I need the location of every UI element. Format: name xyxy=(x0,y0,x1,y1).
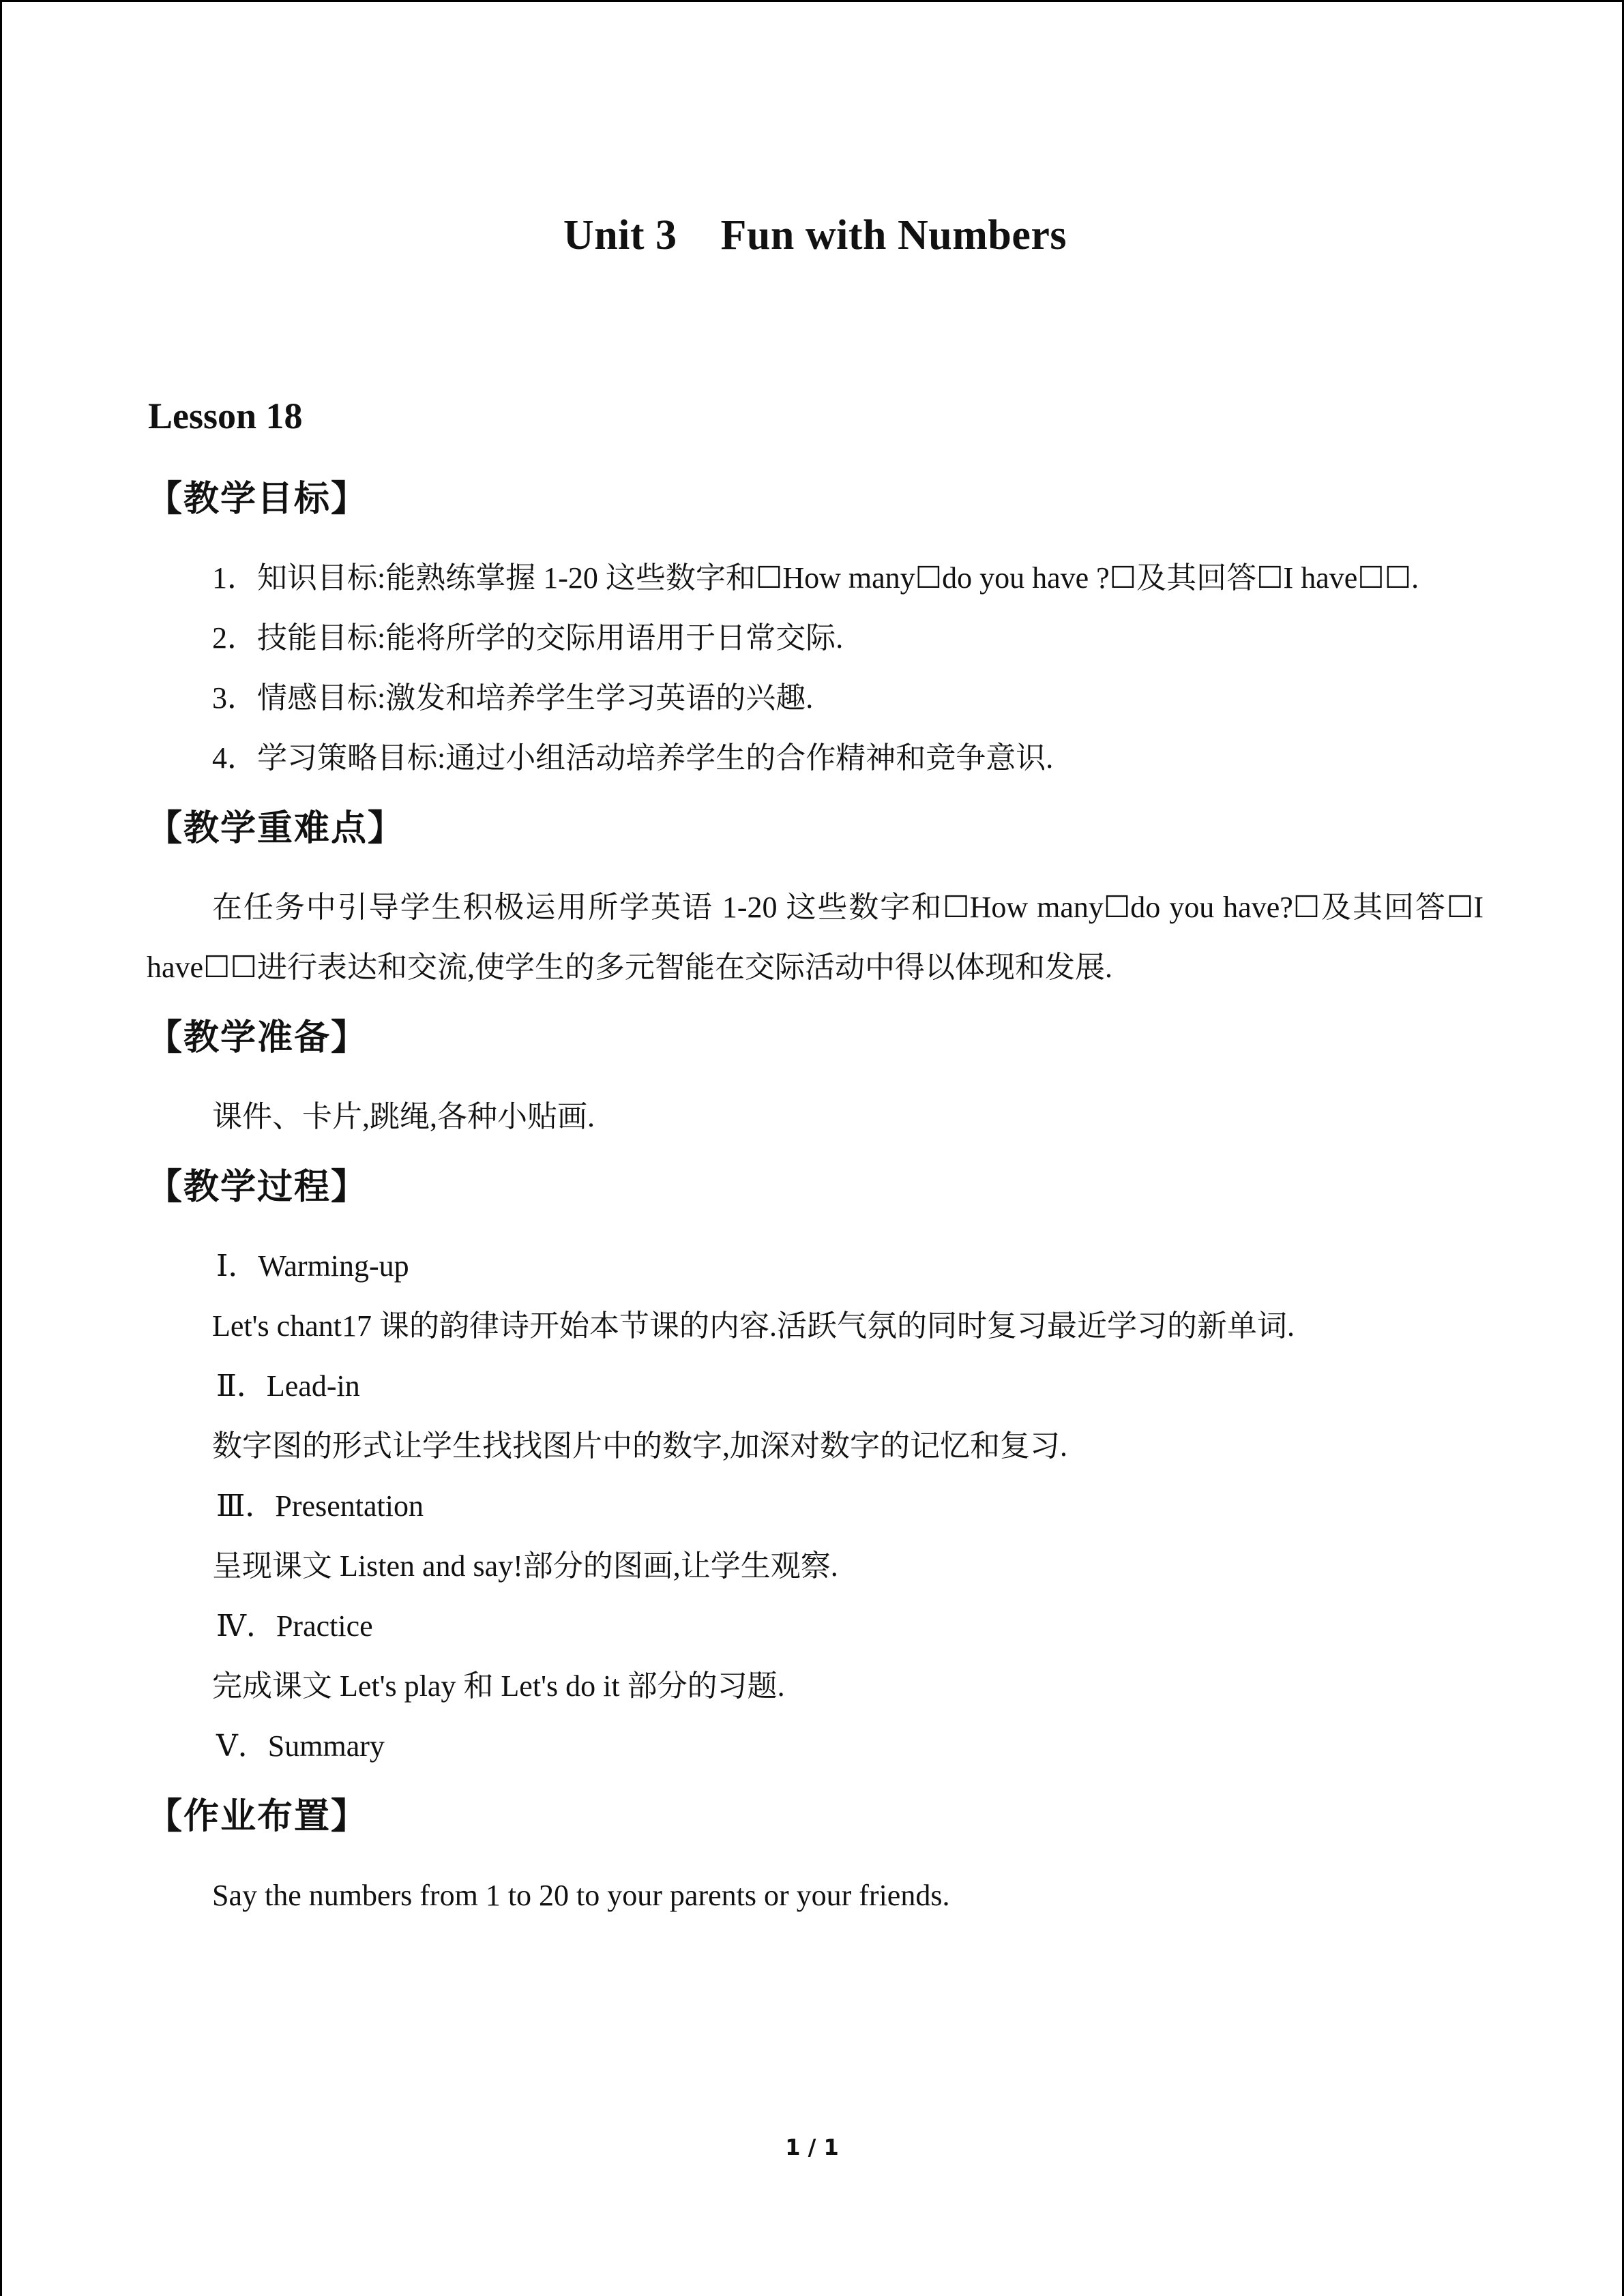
section-heading-objectives: 【教学目标】 xyxy=(147,479,368,520)
step-label: Ⅱ．Lead-in xyxy=(216,1369,360,1403)
document-title: Unit 3 Fun with Numbers xyxy=(563,212,1067,258)
section-heading-key-points: 【教学重难点】 xyxy=(147,808,405,849)
page-border xyxy=(0,0,2,2296)
key-points-block xyxy=(147,878,1483,998)
step-label: Ⅲ．Presentation xyxy=(216,1489,424,1523)
step-text: 完成课文 Let's play 和 Let's do it 部分的习题. xyxy=(212,1669,785,1703)
step-label: Ⅰ．Warming-up xyxy=(216,1249,409,1283)
section-heading-process: 【教学过程】 xyxy=(147,1167,368,1208)
list-item: 4．学习策略目标:通过小组活动培养学生的合作精神和竞争意识. xyxy=(212,741,1054,775)
preparation-block xyxy=(147,1087,1483,1147)
list-item: 3．情感目标:激发和培养学生学习英语的兴趣. xyxy=(212,681,814,715)
section-heading-homework: 【作业布置】 xyxy=(147,1796,368,1837)
key-points-text: 在任务中引导学生积极运用所学英语 1-20 这些数字和☐How many☐do you have?☐及其回答☐I have☐☐进行表达和交流,使学生的多元智能在交际活动中得以体现和发展. xyxy=(147,891,1483,984)
step-label: Ⅳ．Practice xyxy=(216,1609,373,1643)
lesson-label: Lesson 18 xyxy=(148,396,303,436)
page-border xyxy=(0,0,1624,2)
step-text: 呈现课文 Listen and say!部分的图画,让学生观察. xyxy=(212,1549,838,1583)
preparation-text: 课件、卡片,跳绳,各种小贴画. xyxy=(212,1100,595,1133)
list-item: 2．技能目标:能将所学的交际用语用于日常交际. xyxy=(212,621,844,655)
section-heading-preparation: 【教学准备】 xyxy=(147,1017,368,1058)
objectives-list xyxy=(147,548,1483,788)
page-number: 1 / 1 xyxy=(785,2134,839,2160)
step-text: 数字图的形式让学生找找图片中的数字,加深对数字的记忆和复习. xyxy=(212,1429,1067,1463)
step-text: Let's chant17 课的韵律诗开始本节课的内容.活跃气氛的同时复习最近学习的新单词. xyxy=(212,1309,1295,1343)
step-label: Ⅴ．Summary xyxy=(216,1729,385,1763)
document-body xyxy=(147,211,1483,1937)
list-item: 1．知识目标:能熟练掌握 1-20 这些数字和☐How many☐do you have ?☐及其回答☐I have☐☐. xyxy=(212,561,1419,595)
homework-text: Say the numbers from 1 to 20 to your parents or your friends. xyxy=(212,1879,950,1912)
homework-block xyxy=(147,1866,1483,1926)
process-steps xyxy=(147,1236,1483,1776)
